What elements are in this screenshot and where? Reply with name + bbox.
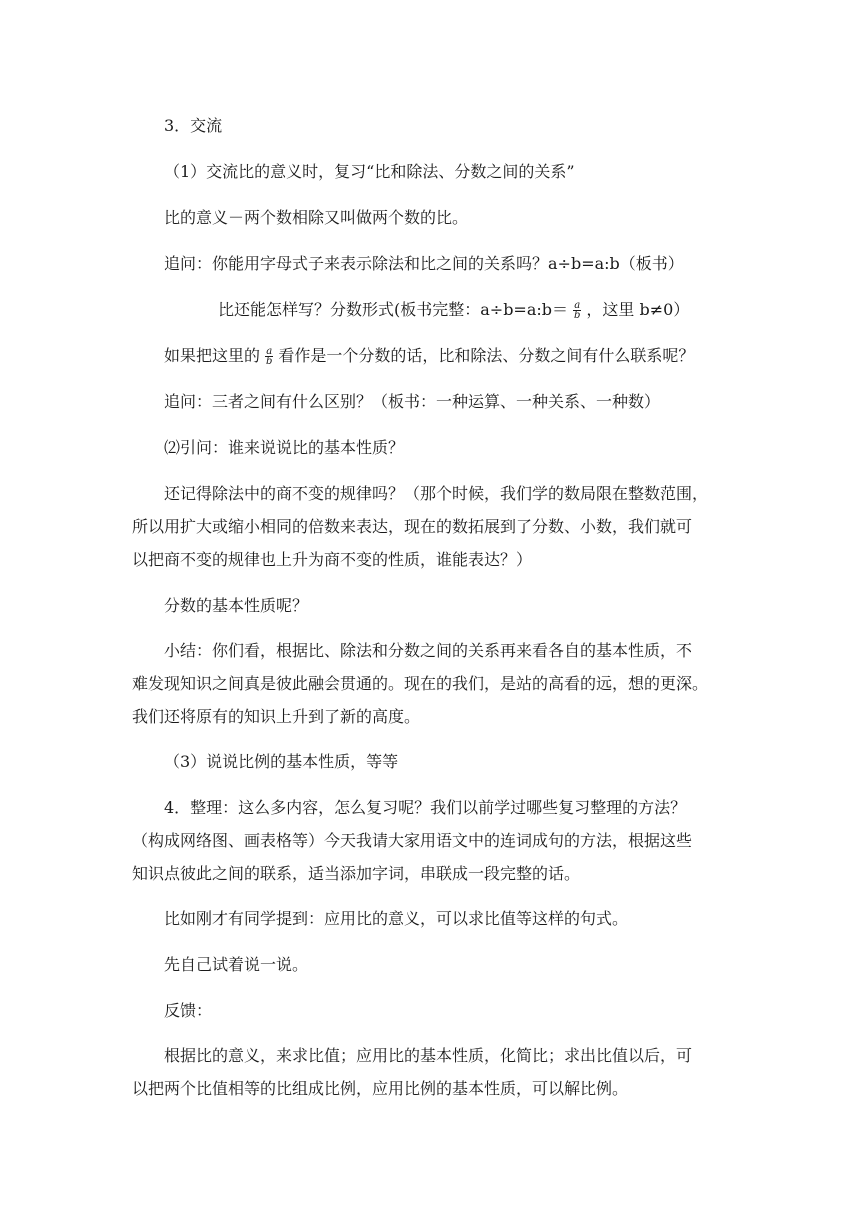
paragraph-line: 知识点彼此之间的联系，适当添加字词，串联成一段完整的话。 bbox=[132, 864, 581, 883]
paragraph-line: 难发现知识之间真是彼此融会贯通的。现在的我们，是站的高看的远，想的更深。 bbox=[132, 674, 709, 693]
paragraph-line: 我们还将原有的知识上升到了新的高度。 bbox=[132, 707, 421, 726]
paragraph-line: 追问：你能用字母式子来表示除法和比之间的关系吗？a÷b=a:b（板书） bbox=[164, 254, 684, 273]
fraction-numerator: a bbox=[574, 300, 581, 311]
paragraph-line: 比如刚才有同学提到：应用比的意义，可以求比值等这样的句式。 bbox=[164, 909, 629, 928]
fraction-line-text-end: 看作是一个分数的话，比和除法、分数之间有什么联系呢？ bbox=[278, 346, 695, 365]
paragraph-line: 反馈： bbox=[164, 1001, 213, 1020]
paragraph-line-with-fraction bbox=[164, 345, 694, 367]
fraction-line-text: 比还能怎样写？分数形式(板书完整：a÷b=a:b＝ bbox=[218, 300, 569, 319]
paragraph-line-with-fraction bbox=[218, 299, 689, 321]
paragraph-line: 小结：你们看，根据比、除法和分数之间的关系再来看各自的基本性质，不 bbox=[164, 641, 693, 660]
paragraph-line: 比的意义－两个数相除又叫做两个数的比。 bbox=[164, 208, 469, 227]
fraction-a-over-b bbox=[265, 347, 273, 366]
heading-organize: 4．整理：这么多内容，怎么复习呢？我们以前学过哪些复习整理的方法？ bbox=[164, 798, 687, 817]
paragraph-line: 以把两个比值相等的比组成比例，应用比例的基本性质，可以解比例。 bbox=[132, 1079, 629, 1098]
fraction-denominator: b bbox=[266, 356, 273, 367]
fraction-numerator: a bbox=[266, 346, 273, 357]
heading-exchange: 3．交流 bbox=[164, 116, 223, 135]
fraction-denominator: b bbox=[574, 310, 581, 321]
paragraph-line: （1）交流比的意义时，复习“比和除法、分数之间的关系” bbox=[164, 162, 575, 181]
paragraph-line: 所以用扩大或缩小相同的倍数来表达，现在的数拓展到了分数、小数，我们就可 bbox=[132, 517, 693, 536]
fraction-a-over-b bbox=[573, 301, 581, 320]
paragraph-line: 根据比的意义，来求比值；应用比的基本性质，化简比；求出比值以后，可 bbox=[164, 1046, 693, 1065]
paragraph-line: ⑵引问：谁来说说比的基本性质？ bbox=[164, 438, 405, 457]
paragraph-line: （3）说说比例的基本性质，等等 bbox=[164, 752, 399, 771]
paragraph-line: 还记得除法中的商不变的规律吗？（那个时候，我们学的数局限在整数范围， bbox=[164, 484, 709, 503]
fraction-line-text-end: ，这里 b≠0） bbox=[586, 300, 690, 319]
paragraph-line: 分数的基本性质呢？ bbox=[164, 596, 309, 615]
paragraph-line: 追问：三者之间有什么区别？（板书：一种运算、一种关系、一种数） bbox=[164, 392, 661, 411]
paragraph-line: 先自己试着说一说。 bbox=[164, 955, 309, 974]
fraction-line-text: 如果把这里的 bbox=[164, 346, 261, 365]
paragraph-line: 以把商不变的规律也上升为商不变的性质，谁能表达？） bbox=[132, 550, 533, 569]
paragraph-line: （构成网络图、画表格等）今天我请大家用语文中的连词成句的方法，根据这些 bbox=[132, 831, 693, 850]
